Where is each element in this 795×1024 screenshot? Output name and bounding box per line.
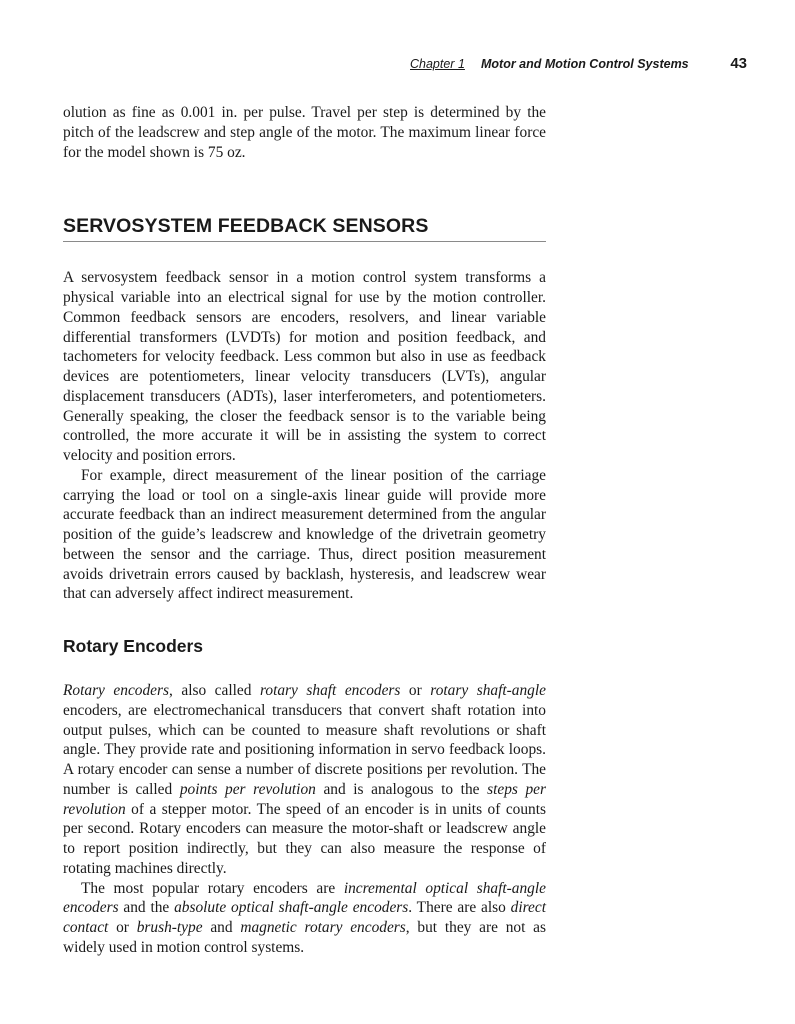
term-steps-per-revolution: steps per revolution xyxy=(63,780,546,818)
section-paragraph-1: A servosystem feedback sensor in a motion control system transforms a physical variable into an electrical signal for use by the motion controller. Common feedback sensors are encoders, resolvers, and linear variable differential transformers (LVDTs) for motion and position feedback, and tachometers for velocity feedback. Less common but also in use as feedback devices are potentiometers, linear velocity transducers (LVTs), angular displacement transducers (ADTs), laser interferometers, and potentiometers. Generally speaking, the closer the feedback sensor is to the variable being controlled, the more accurate it will be in assisting the system to correct velocity and position errors. xyxy=(63,269,546,464)
chapter-title: Motor and Motion Control Systems xyxy=(481,57,689,71)
text-run: and is analogous to the xyxy=(315,780,488,798)
text-run: or xyxy=(400,682,431,699)
rotary-encoders-paragraph-1 xyxy=(63,681,546,879)
running-header xyxy=(380,55,747,75)
chapter-label: Chapter 1 xyxy=(410,57,465,71)
term-direct-contact: direct contact xyxy=(63,899,546,936)
text-run: and xyxy=(202,919,241,936)
term-rotary-shaft-encoders: rotary shaft encoders xyxy=(259,682,401,699)
text-run: or xyxy=(108,919,137,936)
term-rotary-encoders: Rotary encoders xyxy=(63,682,169,699)
term-points-per-revolution: points per revolution xyxy=(179,780,316,798)
rotary-encoders-paragraph-2 xyxy=(63,879,546,958)
text-run: encoders, are electromechanical transducers that convert shaft rotation into output pulses, which can be counted to measure shaft revolutions or shaft angle. They provide rate and positioning information in servo feedback loops. A rotary encoder can sense a number of discrete positions per revolution. The number is called xyxy=(63,701,546,798)
text-run: The most popular rotary encoders are xyxy=(81,879,344,897)
term-rotary-shaft-angle: rotary shaft-angle xyxy=(430,682,546,699)
term-magnetic-rotary-encoders: magnetic rotary encoders xyxy=(240,919,406,936)
text-column xyxy=(63,103,546,958)
term-brush-type: brush-type xyxy=(136,919,203,936)
subsection-heading: Rotary Encoders xyxy=(63,636,204,656)
text-run: , also called xyxy=(168,682,260,699)
text-run: and the xyxy=(118,899,175,917)
term-absolute-encoders: absolute optical shaft-angle encoders xyxy=(174,899,409,917)
page-number: 43 xyxy=(730,55,747,72)
text-run: of a stepper motor. The speed of an encoder is in units of counts per second. Rotary encoders can measure the motor-shaft or leadscrew angle to report position indirectly, but they can also measure the response of rotating machines directly. xyxy=(63,800,546,877)
text-run: . There are also xyxy=(408,899,511,917)
section-heading: SERVOSYSTEM FEEDBACK SENSORS xyxy=(63,214,546,242)
intro-paragraph: olution as fine as 0.001 in. per pulse. Travel per step is determined by the pitch of the leadscrew and step angle of the motor. The maximum linear force for the model shown is 75 oz. xyxy=(63,104,546,161)
text-run: , but they are not as widely used in motion control systems. xyxy=(63,919,546,956)
term-incremental-encoders: incremental optical shaft-angle encoders xyxy=(63,879,546,917)
section-paragraph-2: For example, direct measurement of the linear position of the carriage carrying the load or tool on a single-axis linear guide will provide more accurate feedback than an indirect measurement determined from the angular position of the guide’s leadscrew and knowledge of the drivetrain geometry between the sensor and the carriage. Thus, direct position measurement avoids drivetrain errors caused by backlash, hysteresis, and leadscrew wear that can adversely affect indirect measurement. xyxy=(63,466,546,603)
